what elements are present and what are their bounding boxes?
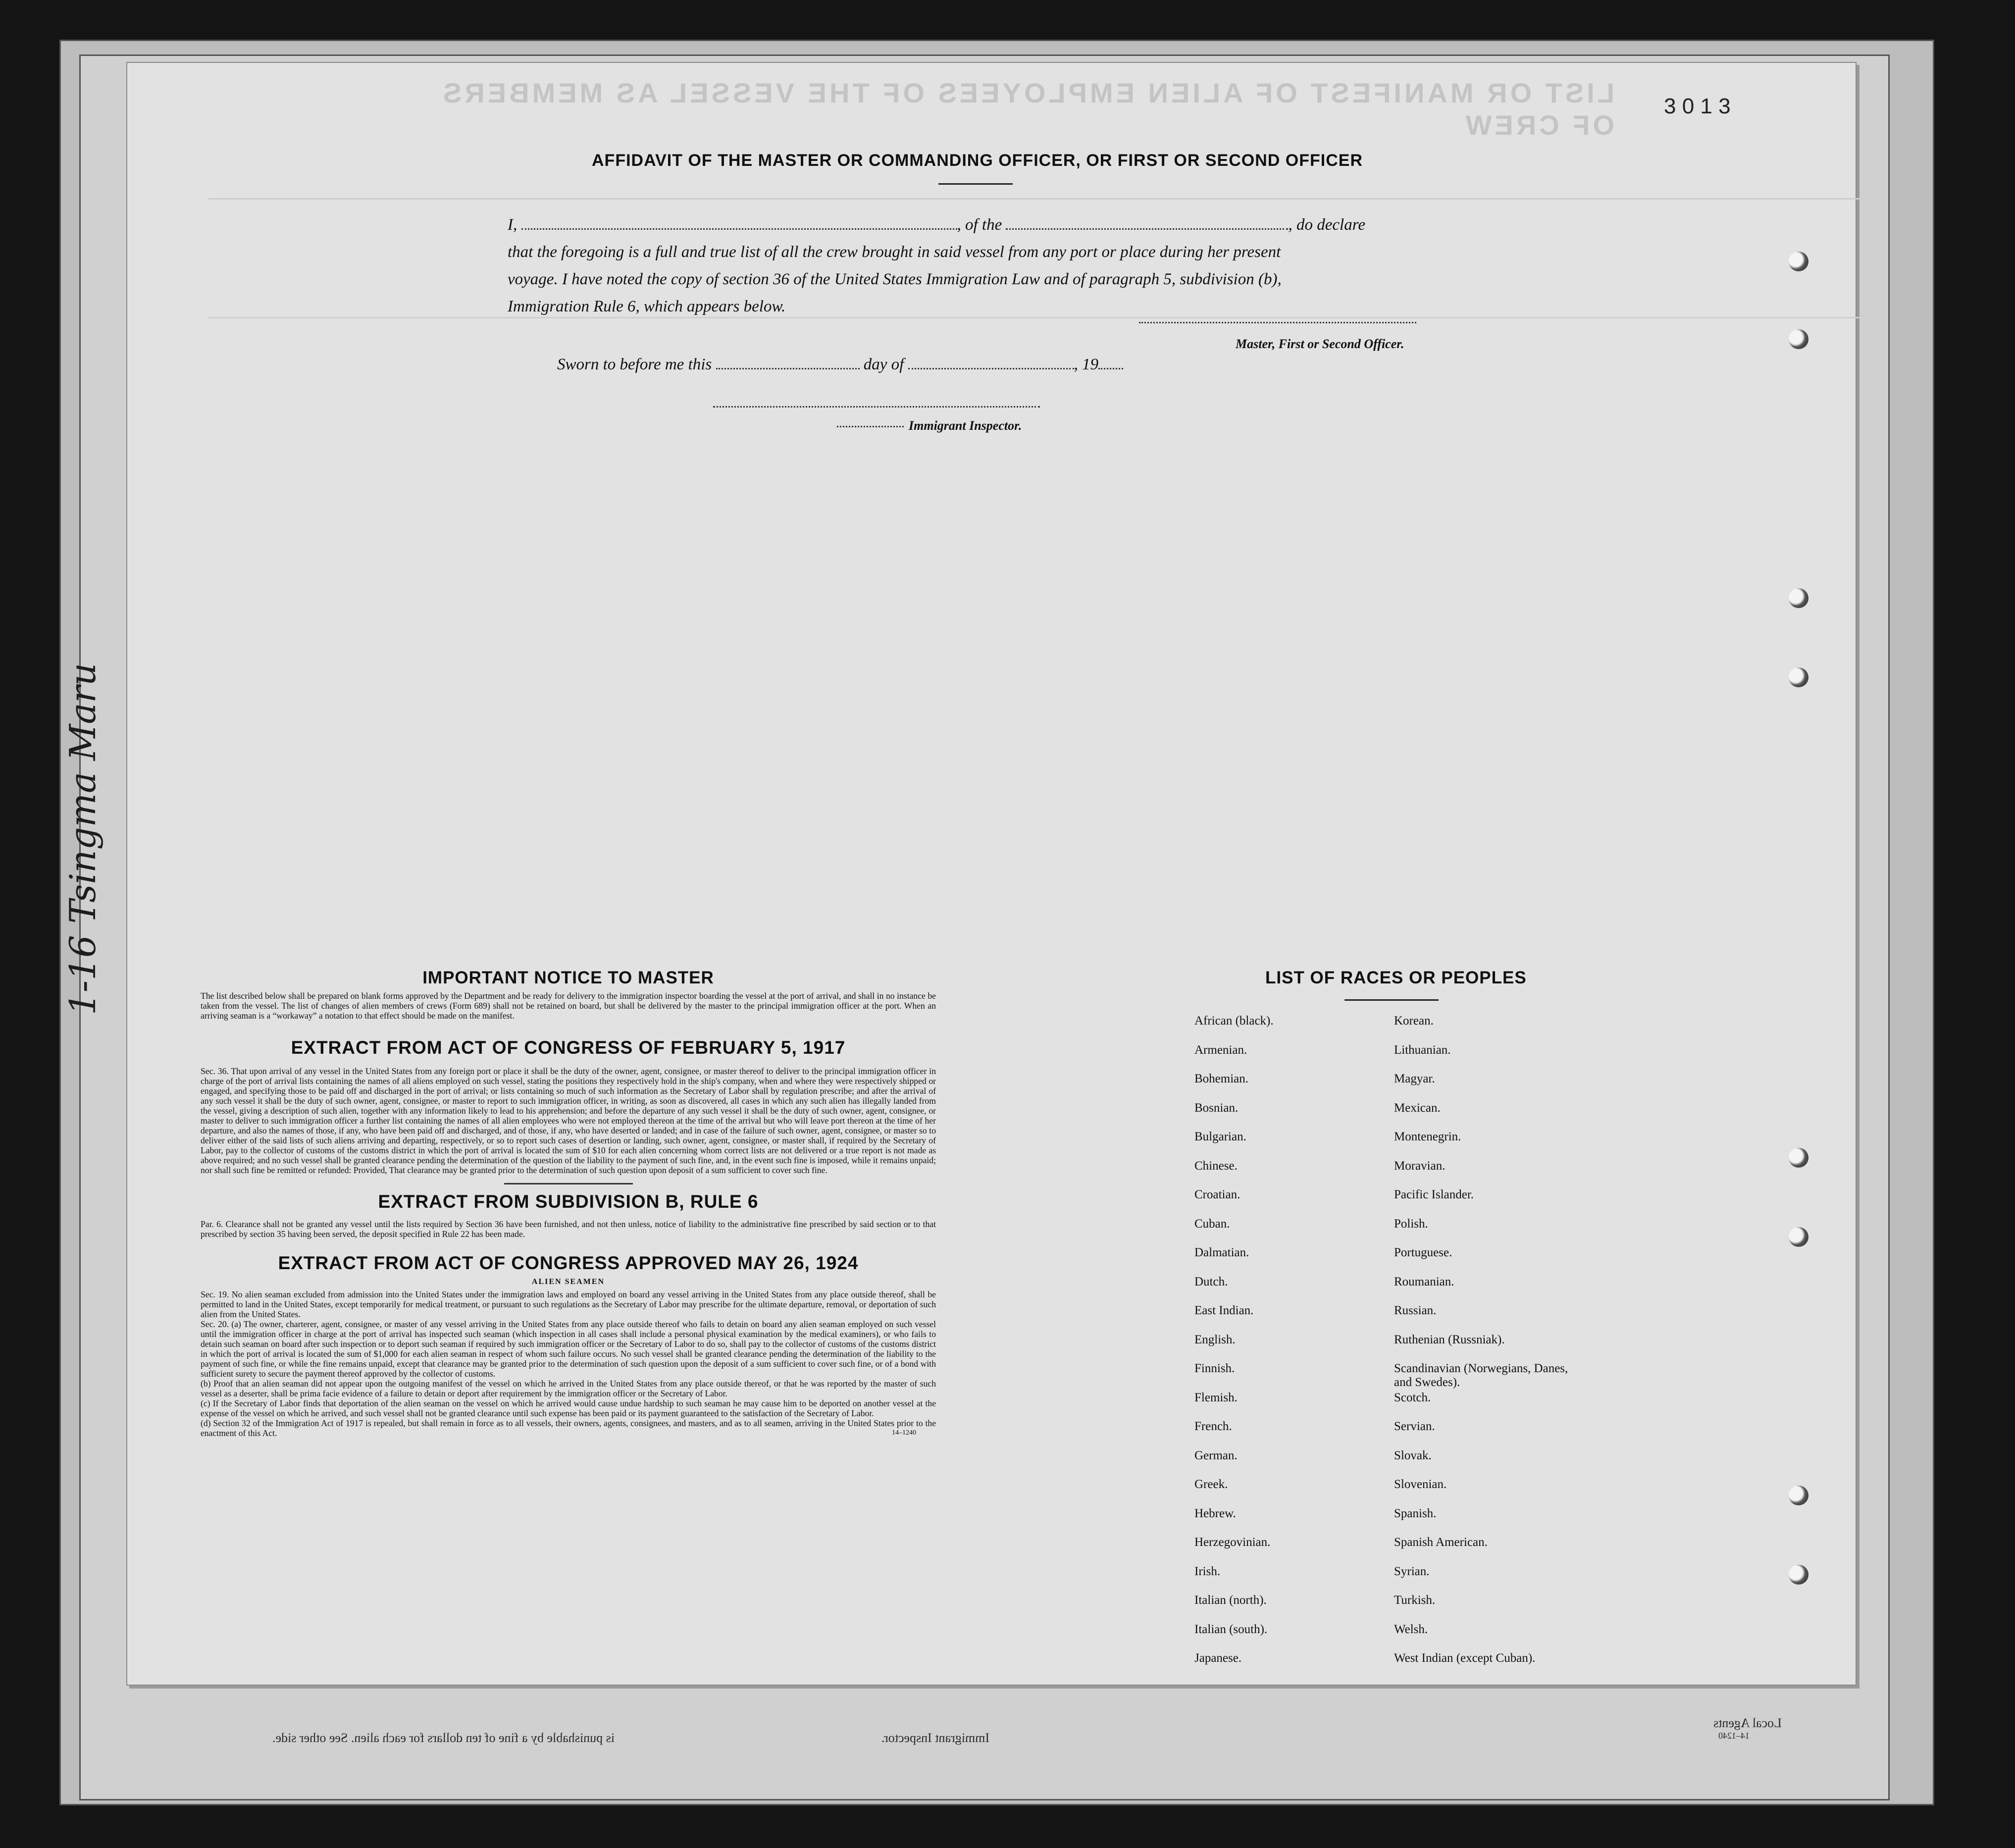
- race-item: Herzegovinian.: [1194, 1536, 1271, 1549]
- sworn-year: , 19: [1074, 356, 1099, 373]
- bleed-through-text: 14–1240: [1718, 1731, 1750, 1741]
- inspector-dots: [837, 426, 904, 427]
- sworn-line: [557, 354, 1123, 374]
- affidavit-text: [508, 211, 1458, 320]
- race-item: Bohemian.: [1194, 1072, 1249, 1085]
- punch-hole: [1789, 252, 1808, 271]
- sec-20b-text: (b) Proof that an alien seaman did not appear upon the outgoing manifest of the vessel on which he arrived in the United States from any place outside thereof, or that he was reported by the master of such vessel as a deserter, shall be prima facie evidence of a failure to detain or deport after requirement by the immigration officer or the Secretary of Labor.: [201, 1379, 936, 1398]
- punch-hole: [1789, 1486, 1808, 1505]
- race-item: Magyar.: [1394, 1072, 1435, 1085]
- page-number: 3 0 1 3: [1664, 94, 1731, 118]
- master-signature-label: Master, First or Second Officer.: [1236, 337, 1404, 351]
- punch-hole: [1789, 588, 1808, 608]
- races-heading: LIST OF RACES OR PEOPLES: [1265, 968, 1527, 987]
- race-item: Cuban.: [1194, 1217, 1230, 1231]
- race-item: Spanish American.: [1394, 1536, 1488, 1549]
- race-item: Chinese.: [1194, 1159, 1238, 1173]
- inspector-label: Immigrant Inspector.: [909, 418, 1022, 433]
- races-right-column: [1394, 1014, 1582, 1681]
- race-item: Turkish.: [1394, 1593, 1436, 1607]
- race-item: Portuguese.: [1394, 1246, 1452, 1259]
- bleed-through-text: Local Agents: [1713, 1716, 1782, 1730]
- affidavit-line-1: [508, 211, 1458, 239]
- race-item: Korean.: [1394, 1014, 1434, 1027]
- form-number: 14–1240: [892, 1429, 916, 1437]
- sec-20d-text: (d) Section 32 of the Immigration Act of 1917 is repealed, but shall remain in force as to all vessels, their owners, agents, consignees, and masters, and as to all seamen, arriving in the United States prior to the enactment of this Act.: [201, 1418, 936, 1438]
- race-item: Bosnian.: [1194, 1101, 1239, 1115]
- race-item: Slovenian.: [1394, 1478, 1447, 1491]
- affidavit-line-3: voyage. I have noted the copy of section 36 of the United States Immigration Law and of paragraph 5, subdivision (b),: [508, 270, 1282, 288]
- race-item: Scandinavian (Norwegians, Danes, and Swedes).: [1394, 1362, 1568, 1389]
- extract-rule6-heading: EXTRACT FROM SUBDIVISION B, RULE 6: [378, 1191, 759, 1212]
- bleed-through-title: LIST OR MANIFEST OF ALIEN EMPLOYEES OF THE VESSEL AS MEMBERS OF CREW: [440, 77, 1614, 141]
- notice-column: [201, 968, 936, 1437]
- extract-1924-heading: EXTRACT FROM ACT OF CONGRESS APPROVED MAY 26, 1924: [278, 1253, 859, 1273]
- race-item: Japanese.: [1194, 1651, 1242, 1665]
- alien-seamen-subheading: ALIEN SEAMEN: [531, 1278, 605, 1286]
- race-item: Russian.: [1394, 1304, 1437, 1317]
- race-item: Irish.: [1194, 1564, 1221, 1578]
- punch-hole: [1789, 1565, 1808, 1585]
- extract-rule6-text: Par. 6. Clearance shall not be granted any vessel until the lists required by Section 36 have been furnished, and not then unless, notice of liability to the administrative fine prescribed by said section or to that prescribed by section 35 having been served, the deposit specified in Rule 22 has been made.: [201, 1219, 936, 1239]
- master-signature-line[interactable]: [1139, 322, 1416, 323]
- handwritten-annotation: 1-16 Tsingma Maru: [62, 663, 103, 1015]
- notice-text: The list described below shall be prepared on blank forms approved by the Department and be ready for delivery to the immigration inspector boarding the vessel at the port of arrival, and shall in no instance be taken from the vessel. The list of changes of alien members of crews (Form 689) shall not be retained on board, but shall be delivered by the master to the principal immigration officer at the port. When an arriving seaman is a “workaway” a notation to that effect should be made on the manifest.: [201, 991, 936, 1021]
- affidavit-line-4: Immigration Rule 6, which appears below.: [508, 298, 786, 315]
- races-left-column: [1194, 1014, 1274, 1681]
- race-item: Croatian.: [1194, 1188, 1240, 1201]
- punch-hole: [1789, 667, 1808, 687]
- race-item: Armenian.: [1194, 1043, 1247, 1057]
- race-item: Syrian.: [1394, 1564, 1430, 1578]
- race-item: Spanish.: [1394, 1506, 1437, 1520]
- notice-heading: IMPORTANT NOTICE TO MASTER: [422, 968, 714, 987]
- race-item: Servian.: [1394, 1420, 1435, 1433]
- race-item: French.: [1194, 1420, 1232, 1433]
- race-item: Moravian.: [1394, 1159, 1446, 1173]
- race-item: Hebrew.: [1194, 1506, 1236, 1520]
- extract-1917-text: Sec. 36. That upon arrival of any vessel in the United States from any foreign port or place it shall be the duty of the owner, agent, consignee, or master thereof to deliver to the principal immigration officer in charge of the port of arrival lists containing the names of all aliens employed on such vessel, stating the positions they respectively hold in the ship's company, when and where they were respectively shipped or engaged, and specifying those to be paid off and discharged in the port of arrival; or lists containing so much of such information as the Secretary of Labor shall by regulation prescribe; and after the arrival of any such vessel it shall be the duty of such owner, agent, consignee, or master to report to such immigration officer, in writing, as soon as discovered, all cases in which any such alien has illegally landed from the vessel, giving a description of such alien, together with any information likely to lead to his apprehension; and before the departure of any such vessel it shall be the duty of such owner, agent, consignee, or master to deliver to such immigration officer a further list containing the names of all alien employees who were not employed thereon at the time of the arrival but who will leave port thereon at the time of her departure, and also the names of those, if any, who have been paid off and discharged, and of those, if any, who have deserted or landed; and in case of the failure of such owner, agent, consignee, or master so to deliver either of the said lists of such aliens arriving and departing, respectively, or so to report such cases of desertion or landing, such owner, agent, consignee, or master shall, if required by the Secretary of Labor, pay to the collector of customs of the customs district in which the port of arrival is located the sum of $10 for each alien concerning whom correct lists are not delivered or a true report is not made as above required; and no such vessel shall be granted clearance pending the determination of the question of the liability to the payment of such fine, and, in the event such fine is imposed, while it remains unpaid; nor shall such fine be remitted or refunded: Provided, That clearance may be granted prior to the determination of such question upon deposit of a sum sufficient to cover such fine.: [201, 1066, 936, 1175]
- name-blank[interactable]: [521, 214, 957, 230]
- race-item: Finnish.: [1194, 1362, 1235, 1375]
- sec-19-text: Sec. 19. No alien seaman excluded from admission into the United States under the immigration laws and employed on board any vessel arriving in the United States from any place outside thereof, shall be permitted to land in the United States, except temporarily for medical treatment, or pursuant to such regulations as the Secretary of Labor may prescribe for the ultimate departure, removal, or deportation of such alien from the United States.: [201, 1289, 936, 1319]
- race-item: East Indian.: [1194, 1304, 1254, 1317]
- affidavit-i: I,: [508, 216, 517, 234]
- race-item: African (black).: [1194, 1014, 1274, 1027]
- race-item: Italian (north).: [1194, 1593, 1267, 1607]
- sworn-year-blank[interactable]: [1098, 354, 1123, 369]
- race-item: Flemish.: [1194, 1390, 1238, 1404]
- punch-hole: [1789, 329, 1808, 349]
- affidavit-do-declare: , do declare: [1288, 216, 1365, 234]
- sworn-prefix: Sworn to before me this: [557, 356, 712, 373]
- race-item: Bulgarian.: [1194, 1130, 1246, 1143]
- punch-hole: [1789, 1148, 1808, 1168]
- race-item: Slovak.: [1394, 1448, 1432, 1462]
- race-item: Greek.: [1194, 1478, 1228, 1491]
- race-item: Lithuanian.: [1394, 1043, 1451, 1057]
- race-item: Roumanian.: [1394, 1275, 1454, 1288]
- race-item: Welsh.: [1394, 1622, 1428, 1636]
- race-item: Dutch.: [1194, 1275, 1228, 1288]
- bleed-through-text: is punishable by a fine of ten dollars for each alien. See other side.: [272, 1731, 615, 1745]
- sec-20c-text: (c) If the Secretary of Labor finds that deportation of the alien seaman on the vessel on which he arrived would cause undue hardship to such seaman he may cause him to be deported on another vessel at the expense of the vessel on which he arrived, and such vessel shall not be granted clearance until such expense has been paid or its payment guaranteed to the satisfaction of the Secretary of Labor.: [201, 1398, 936, 1418]
- inspector-signature-line[interactable]: [713, 406, 1040, 408]
- race-item: Dalmatian.: [1194, 1246, 1249, 1259]
- heading-rule: [938, 183, 1013, 185]
- race-item: Mexican.: [1394, 1101, 1441, 1115]
- affidavit-heading: AFFIDAVIT OF THE MASTER OR COMMANDING OFFICER, OR FIRST OR SECOND OFFICER: [592, 151, 1363, 170]
- bleed-through-text: Immigrant Inspector.: [881, 1731, 990, 1745]
- race-item: Italian (south).: [1194, 1622, 1268, 1636]
- vessel-blank[interactable]: [1006, 214, 1288, 230]
- race-item: English.: [1194, 1333, 1236, 1346]
- sec-20a-text: Sec. 20. (a) The owner, charterer, agent, consignee, or master of any vessel arriving in the United States from any place outside thereof who fails to detain on board any alien seaman employed on such vessel until the immigration officer in charge at the port of arrival has inspected such seaman (which inspection in all cases shall include a personal physical examination by the medical examiners), or who fails to detain such seaman on board after such inspection or to deport such seaman if required by such immigration officer or the Secretary of Labor to do so, shall pay to the collector of customs of the customs district in which the port of arrival is located the sum of $1,000 for each alien seaman in respect of whom such failure occurs. No such vessel shall be granted clearance pending the determination of the liability to the payment of such fine, or while the fine remains unpaid, except that clearance may be granted prior to the determination of such question upon the deposit of a sum sufficient to cover such fine, or of a bond with sufficient surety to secure the payment thereof approved by the collector of customs.: [201, 1319, 936, 1379]
- sworn-month-blank[interactable]: [908, 354, 1074, 369]
- race-item: Polish.: [1394, 1217, 1428, 1231]
- race-item: Pacific Islander.: [1394, 1188, 1474, 1201]
- races-heading-rule: [1344, 999, 1439, 1001]
- bleed-through-line: [208, 198, 1867, 200]
- sworn-day-of: day of: [863, 356, 904, 373]
- race-item: German.: [1194, 1448, 1238, 1462]
- race-item: Montenegrin.: [1394, 1130, 1461, 1143]
- race-item: West Indian (except Cuban).: [1394, 1651, 1536, 1665]
- race-item: Ruthenian (Russniak).: [1394, 1333, 1505, 1346]
- affidavit-line-2: that the foregoing is a full and true list of all the crew brought in said vessel from any port or place during her present: [508, 243, 1281, 261]
- punch-hole: [1789, 1227, 1808, 1247]
- extract-1917-heading: EXTRACT FROM ACT OF CONGRESS OF FEBRUARY 5, 1917: [291, 1037, 846, 1058]
- sworn-day-blank[interactable]: [716, 354, 860, 369]
- race-item: Scotch.: [1394, 1390, 1431, 1404]
- section-divider: [504, 1183, 633, 1184]
- affidavit-of-the: , of the: [957, 216, 1002, 234]
